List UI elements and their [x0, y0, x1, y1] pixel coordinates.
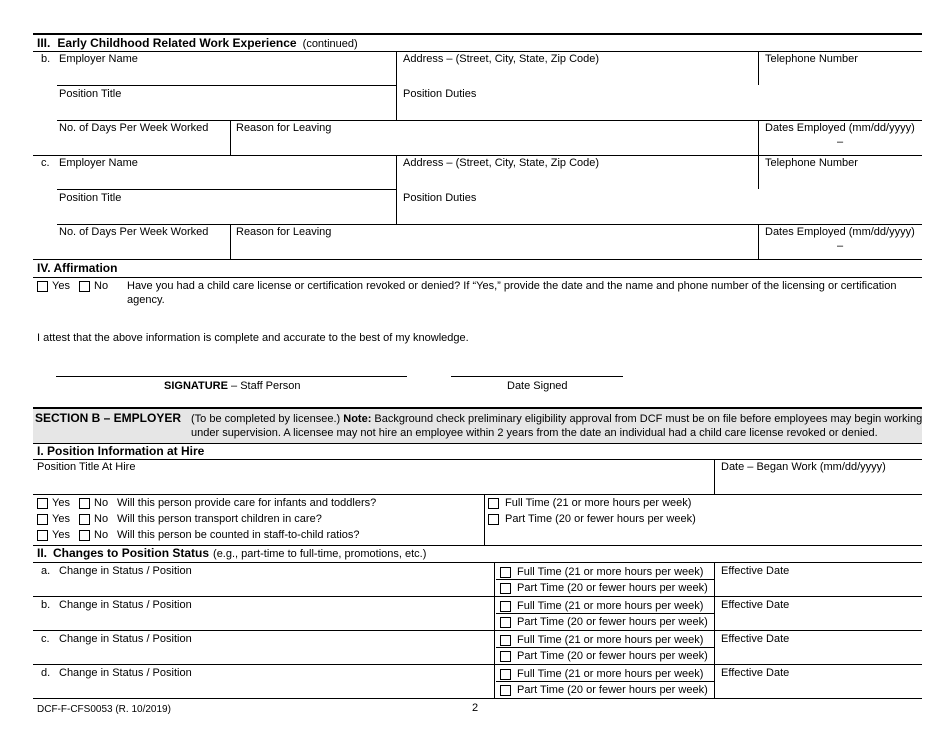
employer-letter: b.: [41, 53, 51, 65]
reason-for-leaving-field[interactable]: Reason for Leaving: [236, 122, 332, 134]
row-divider: [496, 579, 714, 580]
address-field[interactable]: Address – (Street, City, State, Zip Code): [403, 53, 600, 65]
section-iii-header: [37, 37, 358, 51]
full-time-label: Full Time (21 or more hours per week): [517, 668, 704, 680]
change-full-time-checkbox[interactable]: [500, 669, 511, 680]
position-duties-field[interactable]: Position Duties: [403, 88, 477, 100]
signature-line[interactable]: [56, 376, 407, 377]
section-iv-title: IV. Affirmation: [37, 261, 118, 275]
telephone-field[interactable]: Telephone Number: [765, 157, 858, 169]
change-part-time-checkbox[interactable]: [500, 617, 511, 628]
date-signed-label: Date Signed: [507, 380, 568, 392]
address-field[interactable]: Address – (Street, City, State, Zip Code): [403, 157, 600, 169]
section-iii-number: III.: [37, 36, 51, 50]
dates-employed-field[interactable]: Dates Employed (mm/dd/yyyy): [765, 122, 915, 134]
ratio-no-checkbox[interactable]: [79, 530, 90, 541]
position-title-at-hire-field[interactable]: Position Title At Hire: [37, 461, 136, 473]
change-full-time-checkbox[interactable]: [500, 635, 511, 646]
transport-yes-checkbox[interactable]: [37, 514, 48, 525]
date-began-work-field[interactable]: Date – Began Work (mm/dd/yyyy): [721, 461, 886, 473]
row-letter: d.: [41, 667, 51, 679]
dates-employed-field[interactable]: Dates Employed (mm/dd/yyyy): [765, 226, 915, 238]
employer-name-field[interactable]: Employer Name: [59, 53, 138, 65]
row-divider: [33, 259, 922, 260]
reason-for-leaving-field[interactable]: Reason for Leaving: [236, 226, 332, 238]
divider: [33, 494, 922, 495]
yes-label: Yes: [52, 280, 70, 292]
top-border: [33, 33, 922, 35]
date-range-dash: –: [837, 240, 844, 252]
ratio-yes-checkbox[interactable]: [37, 530, 48, 541]
row-letter: b.: [41, 599, 51, 611]
date-range-dash: –: [837, 136, 844, 148]
position-info-title: I. Position Information at Hire: [37, 444, 205, 458]
employer-block-c: [0, 155, 950, 259]
infants-yes-checkbox[interactable]: [37, 498, 48, 509]
change-status-field[interactable]: Change in Status / Position: [59, 667, 192, 679]
section-b-header-line1: SECTION B – EMPLOYER: [35, 411, 182, 425]
position-title-field[interactable]: Position Title: [59, 192, 122, 204]
telephone-field[interactable]: Telephone Number: [765, 53, 858, 65]
attestation-text: I attest that the above information is complete and accurate to the best of my knowledge.: [37, 332, 469, 344]
row-letter: a.: [41, 565, 51, 577]
page-number: 2: [472, 702, 479, 714]
position-duties-field[interactable]: Position Duties: [403, 192, 477, 204]
col-divider: [758, 51, 759, 85]
row-divider: [496, 613, 714, 614]
col-divider: [396, 51, 397, 120]
yes-label: Yes: [52, 513, 70, 525]
question-ratio: Will this person be counted in staff-to-child ratios?: [117, 529, 360, 541]
days-per-week-field[interactable]: No. of Days Per Week Worked: [59, 122, 209, 134]
no-label: No: [94, 513, 109, 525]
col-divider: [484, 494, 485, 545]
infants-no-checkbox[interactable]: [79, 498, 90, 509]
row-letter: c.: [41, 633, 50, 645]
row-divider: [57, 189, 396, 190]
row-divider: [57, 224, 922, 225]
row-divider: [57, 85, 396, 86]
position-title-field[interactable]: Position Title: [59, 88, 122, 100]
section-b-note: (To be completed by licensee.) Note: Background check preliminary eligibility approval from DCF must be on file before employees may begin working: [191, 413, 923, 425]
col-divider: [714, 459, 715, 494]
signature-label: SIGNATURE – Staff Person: [164, 380, 301, 392]
part-time-label: Part Time (20 or fewer hours per week): [517, 582, 708, 594]
no-label: No: [94, 280, 109, 292]
row-divider: [496, 647, 714, 648]
change-part-time-checkbox[interactable]: [500, 685, 511, 696]
days-per-week-field[interactable]: No. of Days Per Week Worked: [59, 226, 209, 238]
divider: [33, 459, 922, 460]
change-row-b: [0, 596, 950, 630]
no-label: No: [94, 497, 109, 509]
col-divider: [758, 224, 759, 259]
row-divider: [33, 698, 922, 699]
change-status-field[interactable]: Change in Status / Position: [59, 565, 192, 577]
part-time-label: Part Time (20 or fewer hours per week): [517, 650, 708, 662]
part-time-label: Part Time (20 or fewer hours per week): [517, 684, 708, 696]
change-row-a: [0, 562, 950, 596]
employer-block-b: [0, 51, 950, 155]
yes-label: Yes: [52, 529, 70, 541]
col-divider: [230, 120, 231, 155]
change-status-field[interactable]: Change in Status / Position: [59, 633, 192, 645]
hire-full-time-checkbox[interactable]: [488, 498, 499, 509]
effective-date-field[interactable]: Effective Date: [721, 565, 790, 577]
effective-date-field[interactable]: Effective Date: [721, 633, 790, 645]
part-time-label: Part Time (20 or fewer hours per week): [517, 616, 708, 628]
full-time-label: Full Time (21 or more hours per week): [505, 497, 692, 509]
employer-letter: c.: [41, 157, 50, 169]
section-b-note-cont: under supervision. A licensee may not hire an employee within 2 years from the date an individual had a child care license revoked or denied.: [191, 427, 878, 439]
change-row-d: [0, 664, 950, 698]
employer-name-field[interactable]: Employer Name: [59, 157, 138, 169]
part-time-label: Part Time (20 or fewer hours per week): [505, 513, 696, 525]
effective-date-field[interactable]: Effective Date: [721, 667, 790, 679]
changes-header: II. Changes to Position Status (e.g., part-time to full-time, promotions, etc.): [37, 546, 427, 560]
change-full-time-checkbox[interactable]: [500, 567, 511, 578]
question-transport: Will this person transport children in care?: [117, 513, 322, 525]
change-row-c: [0, 630, 950, 664]
effective-date-field[interactable]: Effective Date: [721, 599, 790, 611]
col-divider: [758, 155, 759, 189]
no-label: No: [94, 529, 109, 541]
hire-part-time-checkbox[interactable]: [488, 514, 499, 525]
affirmation-question-cont: agency.: [127, 294, 165, 306]
section-iii-continued: (continued): [302, 38, 358, 50]
change-part-time-checkbox[interactable]: [500, 583, 511, 594]
affirmation-no-checkbox[interactable]: [79, 281, 90, 292]
affirmation-yes-checkbox[interactable]: [37, 281, 48, 292]
change-full-time-checkbox[interactable]: [500, 601, 511, 612]
row-divider: [496, 681, 714, 682]
row-divider: [57, 120, 922, 121]
affirmation-question: Have you had a child care license or certification revoked or denied? If “Yes,” provide the date and the name and phone number of the licensing or certification: [127, 280, 897, 292]
section-b-top-border: [33, 407, 922, 409]
full-time-label: Full Time (21 or more hours per week): [517, 600, 704, 612]
divider: [33, 277, 922, 278]
yes-label: Yes: [52, 497, 70, 509]
date-signed-line[interactable]: [451, 376, 623, 377]
change-part-time-checkbox[interactable]: [500, 651, 511, 662]
col-divider: [230, 224, 231, 259]
full-time-label: Full Time (21 or more hours per week): [517, 634, 704, 646]
full-time-label: Full Time (21 or more hours per week): [517, 566, 704, 578]
form-id: DCF-F-CFS0053 (R. 10/2019): [37, 704, 171, 715]
change-status-field[interactable]: Change in Status / Position: [59, 599, 192, 611]
transport-no-checkbox[interactable]: [79, 514, 90, 525]
col-divider: [396, 155, 397, 224]
col-divider: [758, 120, 759, 155]
section-iii-title: Early Childhood Related Work Experience: [57, 36, 297, 50]
question-infants: Will this person provide care for infants and toddlers?: [117, 497, 377, 509]
